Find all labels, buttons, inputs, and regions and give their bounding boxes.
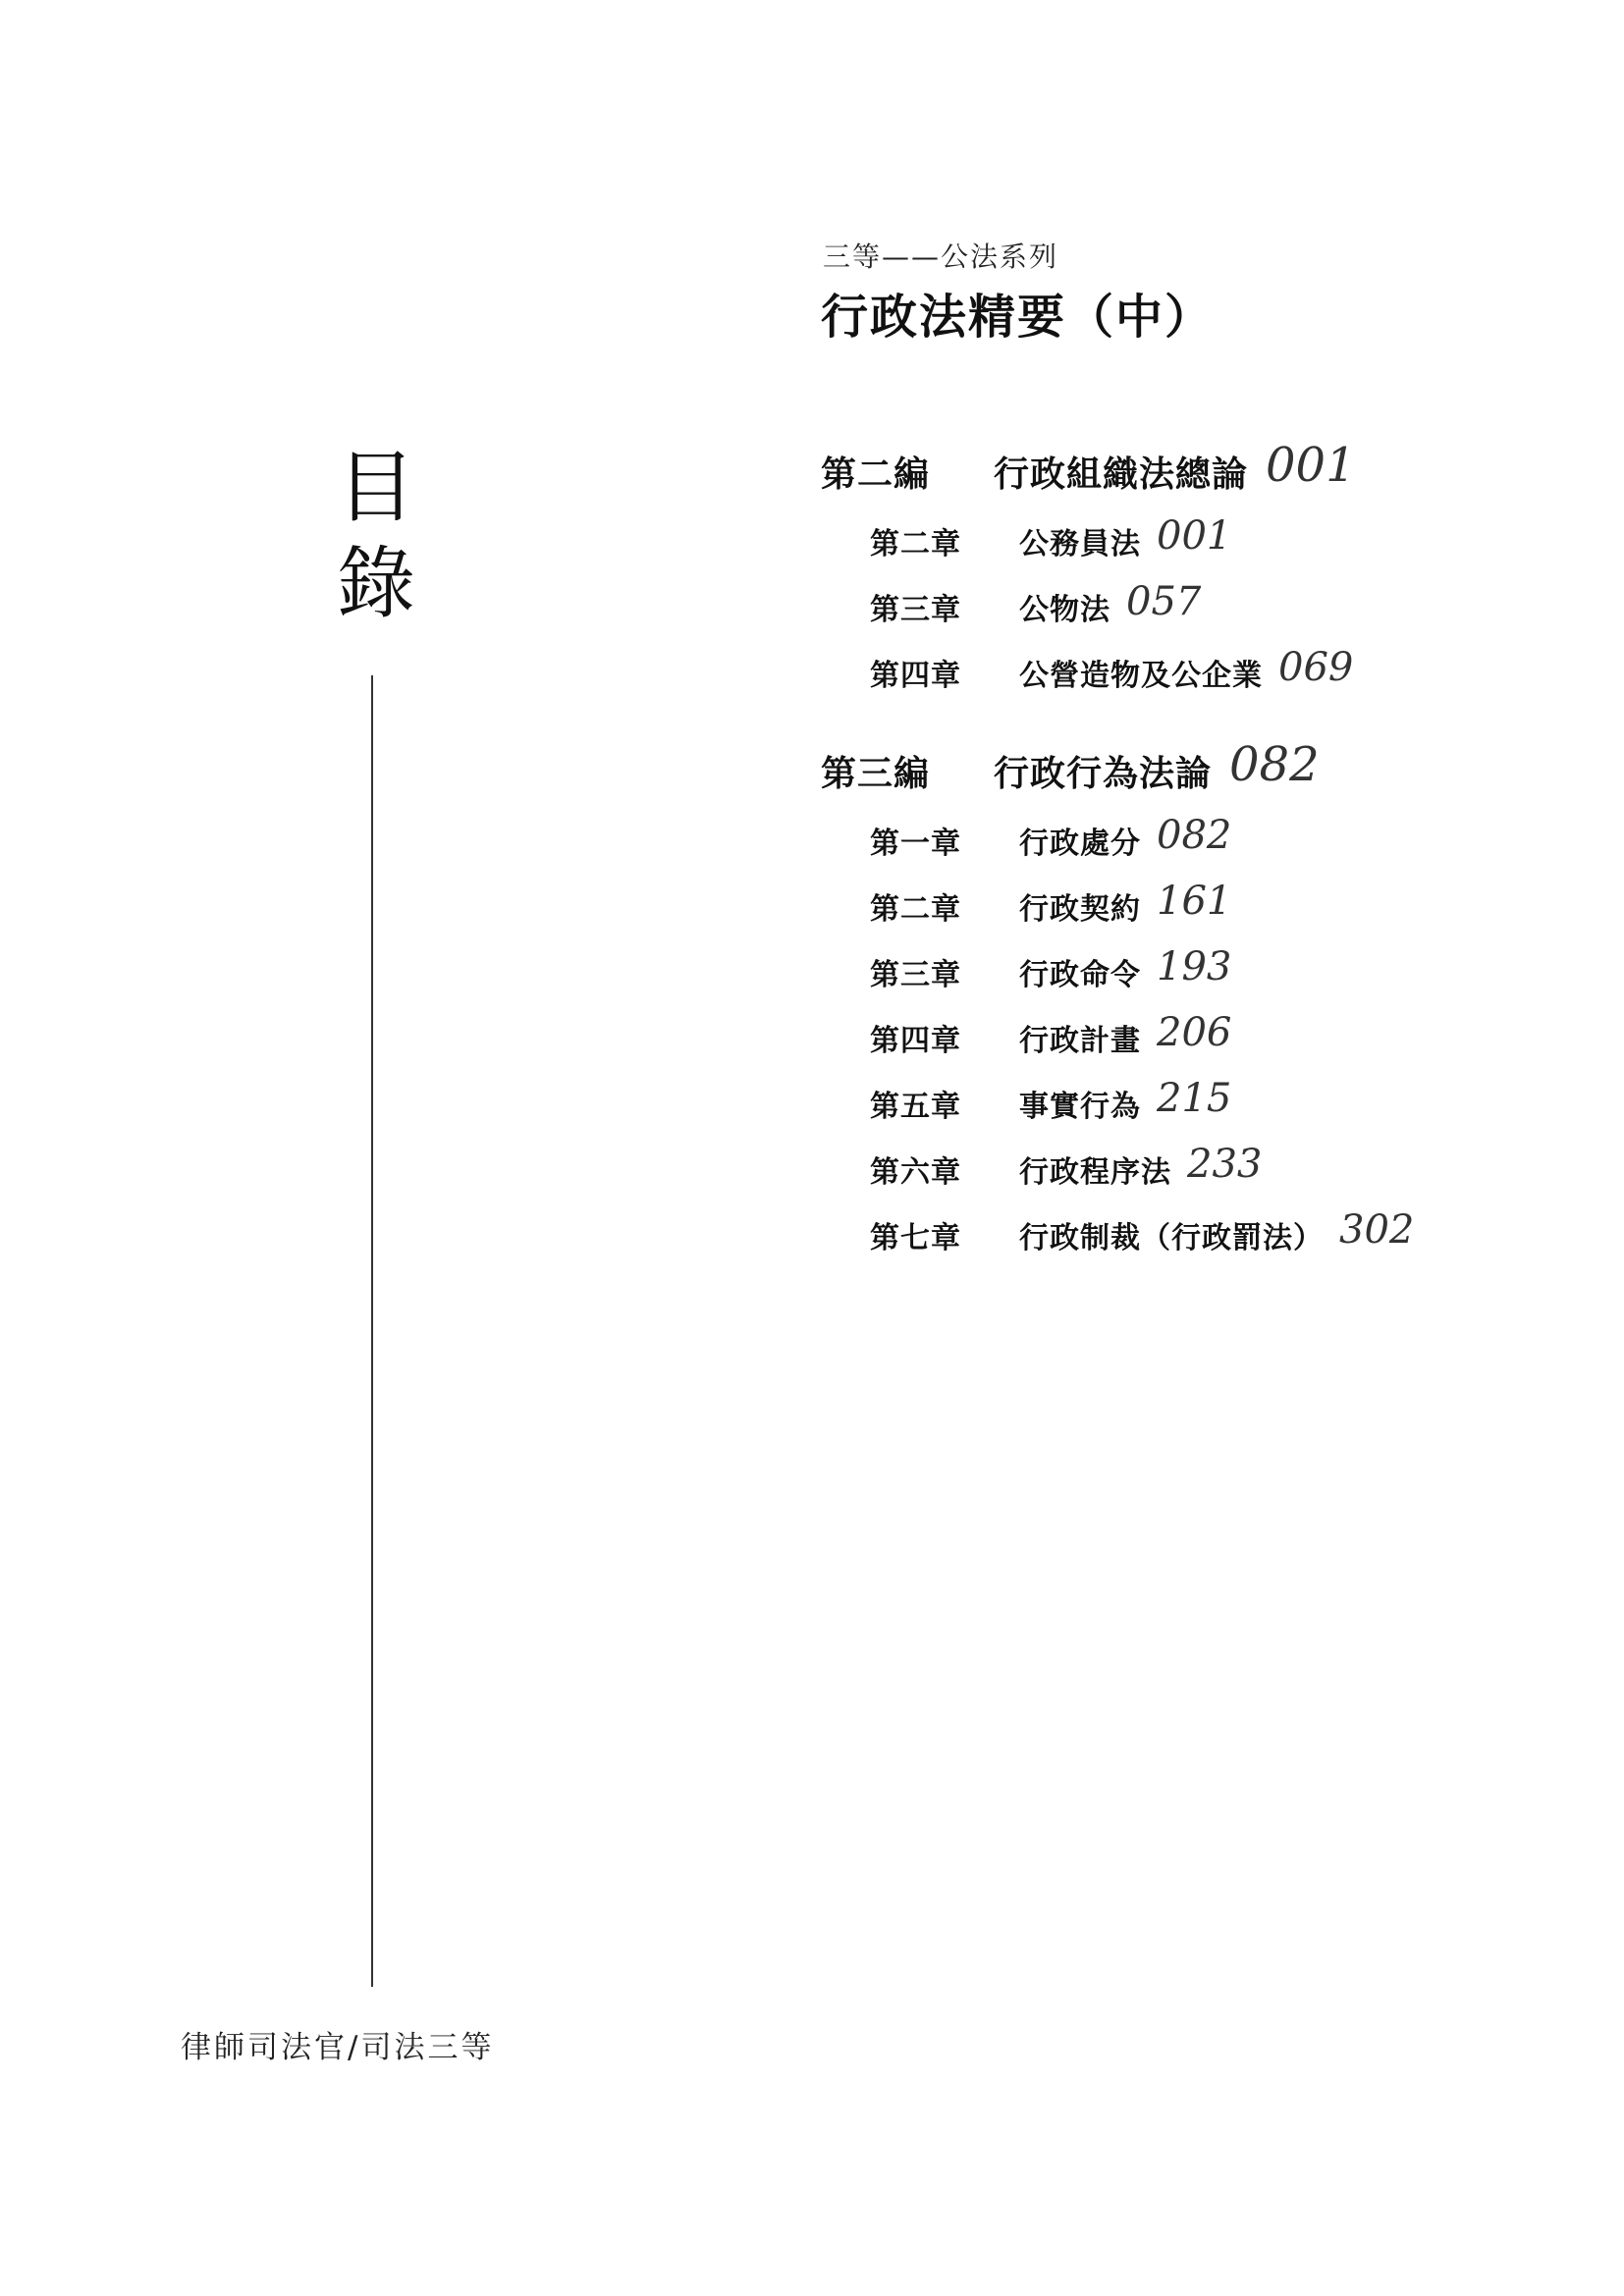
toc-chapter-row[interactable] [821, 1125, 1587, 1191]
chapter-title: 事實行為 [1019, 1090, 1141, 1124]
toc-chapter-row[interactable] [821, 993, 1587, 1059]
chapter-number: 第二章 [870, 892, 961, 927]
chapter-title: 行政處分 [1019, 827, 1141, 861]
chapter-page-number: 057 [1126, 579, 1202, 624]
chapter-number: 第七章 [870, 1221, 961, 1255]
part-number: 第二編 [821, 454, 931, 495]
chapter-page-number: 302 [1339, 1207, 1415, 1253]
toc-chapter-row[interactable] [821, 628, 1587, 694]
chapter-page-number: 215 [1157, 1076, 1232, 1121]
chapter-page-number: 161 [1157, 879, 1232, 924]
toc-part-row[interactable] [821, 432, 1587, 497]
chapter-title: 公營造物及公企業 [1019, 659, 1263, 693]
toc-part-row[interactable] [821, 731, 1587, 796]
toc-chapter-row[interactable] [821, 562, 1587, 628]
chapter-number: 第五章 [870, 1090, 961, 1124]
chapter-page-number: 193 [1157, 944, 1232, 989]
series-label: 三等——公法系列 [823, 240, 1059, 273]
chapter-number: 第三章 [870, 958, 961, 992]
toc-chapter-row[interactable] [821, 1191, 1587, 1256]
chapter-number: 第二章 [870, 527, 961, 561]
chapter-page-number: 001 [1157, 513, 1232, 559]
contents-heading-char-1: 目 [337, 442, 415, 533]
table-of-contents [821, 432, 1587, 1272]
toc-part [821, 432, 1587, 694]
chapter-title: 行政制裁（行政罰法） [1019, 1221, 1324, 1255]
chapter-number: 第一章 [870, 827, 961, 861]
chapter-title: 公物法 [1019, 593, 1110, 627]
vertical-divider [371, 675, 373, 1987]
chapter-number: 第四章 [870, 1024, 961, 1058]
toc-part [821, 731, 1587, 1256]
chapter-title: 行政契約 [1019, 892, 1141, 927]
toc-chapter-row[interactable] [821, 862, 1587, 928]
chapter-number: 第六章 [870, 1155, 961, 1190]
part-title: 行政行為法論 [994, 754, 1213, 794]
chapter-title: 行政命令 [1019, 958, 1141, 992]
chapter-number: 第四章 [870, 659, 961, 693]
chapter-title: 公務員法 [1019, 527, 1141, 561]
toc-chapter-row[interactable] [821, 928, 1587, 993]
chapter-title: 行政程序法 [1019, 1155, 1171, 1190]
part-page-number: 082 [1229, 737, 1320, 792]
exam-category-footer: 律師司法官/司法三等 [181, 2030, 495, 2065]
chapter-page-number: 069 [1278, 645, 1354, 690]
chapter-page-number: 206 [1157, 1010, 1232, 1055]
toc-chapter-row[interactable] [821, 796, 1587, 862]
chapter-page-number: 233 [1187, 1142, 1263, 1187]
book-title: 行政法精要（中） [821, 290, 1215, 345]
part-page-number: 001 [1266, 438, 1356, 493]
chapter-title: 行政計畫 [1019, 1024, 1141, 1058]
toc-chapter-row[interactable] [821, 1059, 1587, 1125]
chapter-number: 第三章 [870, 593, 961, 627]
toc-chapter-row[interactable] [821, 497, 1587, 562]
contents-heading [332, 440, 420, 632]
part-title: 行政組織法總論 [994, 454, 1249, 495]
contents-heading-char-2: 錄 [337, 538, 415, 629]
part-number: 第三編 [821, 754, 931, 794]
chapter-page-number: 082 [1157, 813, 1232, 858]
